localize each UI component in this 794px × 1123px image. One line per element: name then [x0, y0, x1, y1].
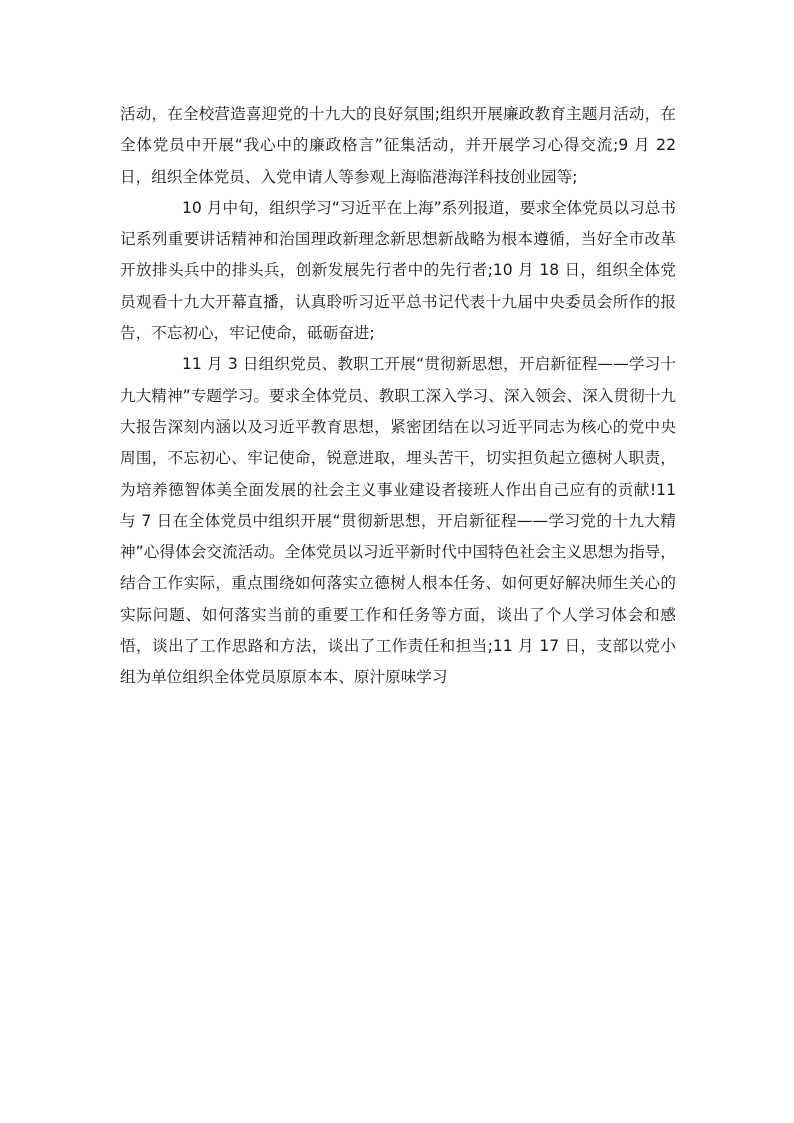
- paragraph-continuation: 活动，在全校营造喜迎党的十九大的良好氛围;组织开展廉政教育主题月活动，在全体党员中开展“我心中的廉政格言”征集活动，并开展学习心得交流;9 月 22 日，组织全体党员、入党申请人等参观上海临港海洋科技创业园等;: [120, 105, 676, 186]
- document-body: [120, 99, 676, 694]
- paragraph-november: 11 月 3 日组织党员、教职工开展“贯彻新思想，开启新征程——学习十九大精神”专题学习。要求全体党员、教职工深入学习、深入领会、深入贯彻十九大报告深刻内涵以及习近平教育思想，紧密团结在以习近平同志为核心的党中央周围，不忘初心、牢记使命，锐意进取，埋头苦干，切实担负起立德树人职责，为培养德智体美全面发展的社会主义事业建设者接班人作出自己应有的贡献!11 与 7 日在全体党员中组织开展“贯彻新思想，开启新征程——学习党的十九大精神”心得体会交流活动。全体党员以习近平新时代中国特色社会主义思想为指导，结合工作实际，重点围绕如何落实立德树人根本任务、如何更好解决师生关心的实际问题、如何落实当前的重要工作和任务等方面，谈出了个人学习体会和感悟，谈出了工作思路和方法，谈出了工作责任和担当;11 月 17 日，支部以党小组为单位组织全体党员原原本本、原汁原味学习: [120, 355, 676, 687]
- paragraph-october: 10 月中旬，组织学习“习近平在上海”系列报道，要求全体党员以习总书记系列重要讲话精神和治国理政新理念新思想新战略为根本遵循，当好全市改革开放排头兵中的排头兵，创新发展先行者中的先行者;10 月 18 日，组织全体党员观看十九大开幕直播，认真聆听习近平总书记代表十九届中央委员会所作的报告，不忘初心，牢记使命，砥砺奋进;: [120, 198, 676, 343]
